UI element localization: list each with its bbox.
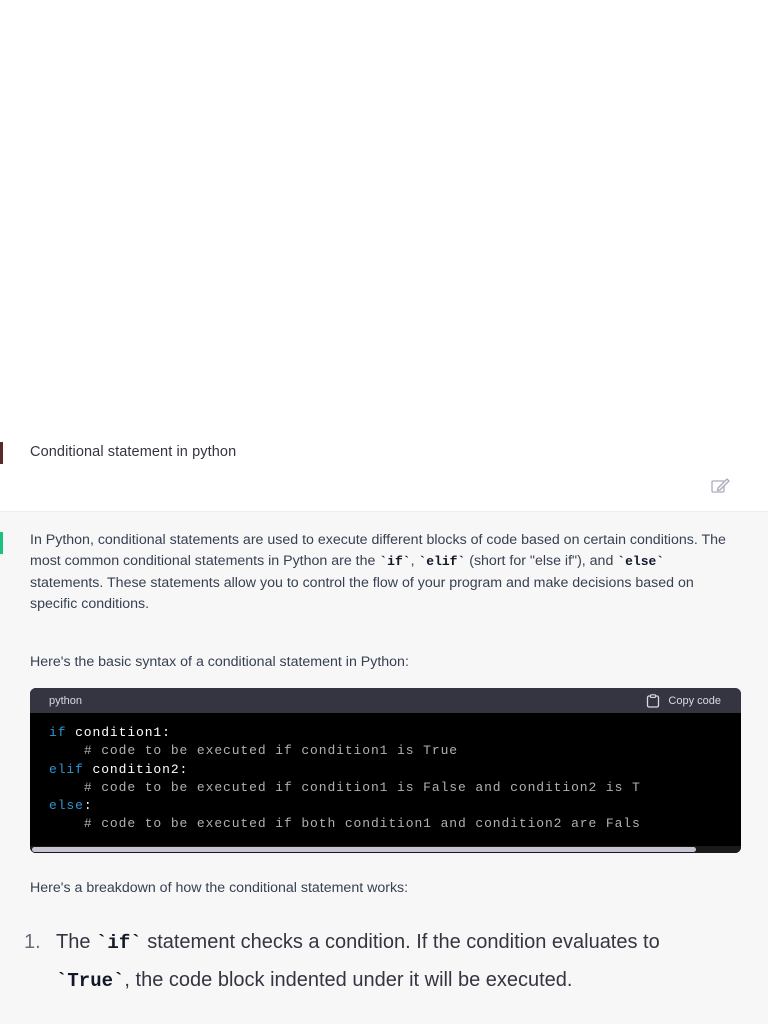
code-line xyxy=(49,779,741,797)
code-comment: # code to be executed if both condition1 and condition2 are Fals xyxy=(83,816,641,832)
intro-paragraph: In Python, conditional statements are used to execute different blocks of code based on certain conditions. The most common conditional statements in Python are the `if`, `elif` (short for "else if"), and `else` statements. These statements allow you to control the flow of your program and make decisions based on specific conditions. xyxy=(30,532,726,612)
code-line xyxy=(49,815,741,833)
code-language-label: python xyxy=(49,694,83,707)
code-scrollbar[interactable] xyxy=(30,846,741,853)
clipboard-icon xyxy=(646,694,660,708)
code-keyword: elif xyxy=(49,761,84,777)
edit-icon[interactable] xyxy=(710,477,730,495)
copy-code-button[interactable] xyxy=(646,694,721,708)
code-keyword: if xyxy=(49,725,67,740)
inline-code-elif: `elif` xyxy=(418,554,466,570)
code-text: condition2: xyxy=(83,761,189,777)
code-keyword: else xyxy=(49,798,84,814)
code-text: condition1: xyxy=(66,725,171,740)
breakdown-intro: Here's a breakdown of how the conditional statement works: xyxy=(30,880,409,896)
user-prompt-text: Conditional statement in python xyxy=(30,444,237,460)
inline-code-if: `if` xyxy=(96,932,142,954)
code-comment: # code to be executed if condition1 is True xyxy=(83,743,458,759)
code-block xyxy=(30,688,741,853)
list-number: 1. xyxy=(24,931,41,953)
code-line xyxy=(49,761,741,779)
code-text: : xyxy=(83,798,93,814)
code-comment: # code to be executed if condition1 is False and condition2 is T xyxy=(83,779,641,795)
code-content xyxy=(30,713,741,834)
inline-code-else: `else` xyxy=(617,554,665,570)
list-item-text: The `if` statement checks a condition. If the condition evaluates to `True`, the code block indented under it will be executed. xyxy=(56,931,660,992)
empty-area xyxy=(0,0,768,430)
inline-code-true: `True` xyxy=(56,969,125,992)
code-header xyxy=(30,688,741,713)
code-line xyxy=(49,797,741,815)
user-avatar xyxy=(0,442,3,464)
assistant-message xyxy=(0,512,768,1024)
assistant-avatar xyxy=(0,532,3,554)
code-scroll-thumb[interactable] xyxy=(32,847,696,852)
inline-code-if: `if` xyxy=(379,554,411,570)
user-message xyxy=(0,430,768,512)
code-line xyxy=(49,724,741,742)
code-line xyxy=(49,742,741,760)
copy-code-label: Copy code xyxy=(668,694,721,707)
syntax-intro: Here's the basic syntax of a conditional statement in Python: xyxy=(30,654,409,670)
